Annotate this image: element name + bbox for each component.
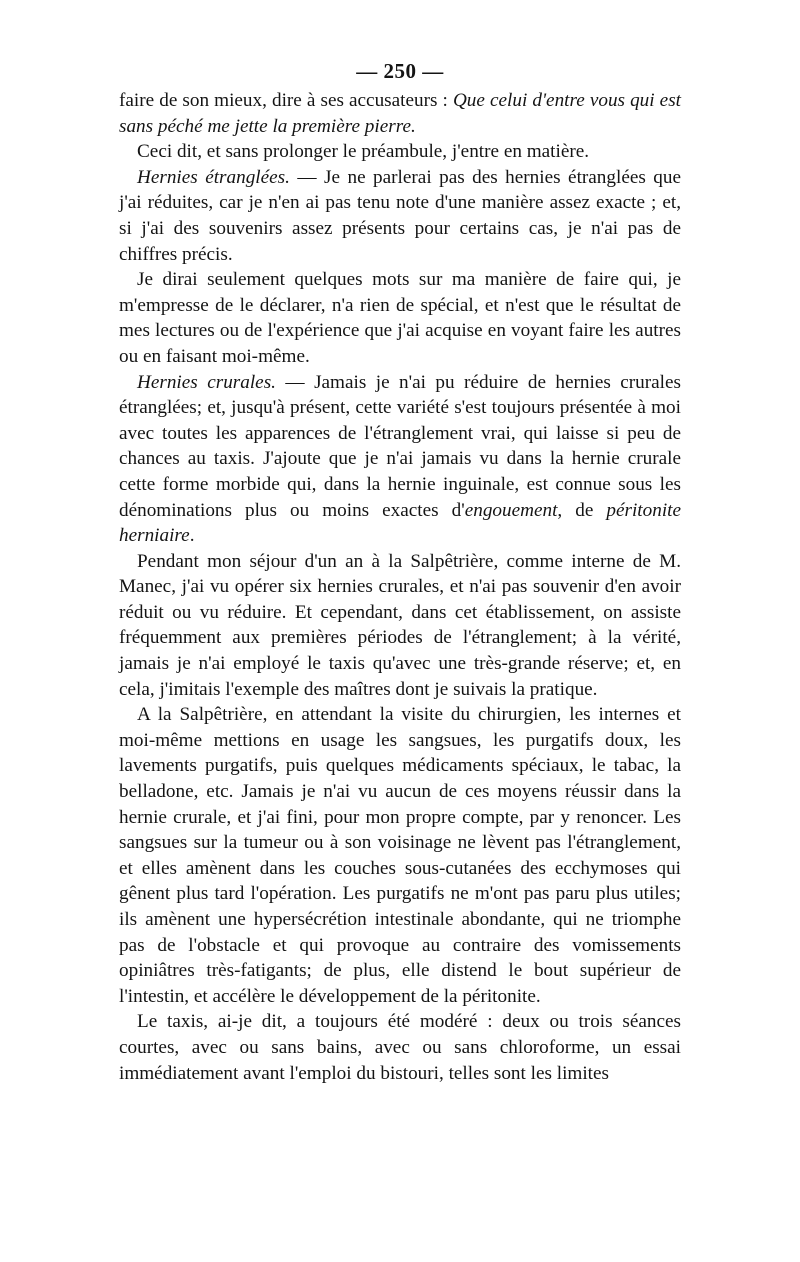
text-run: — Jamais je n'ai pu réduire de hernies crurales étranglées; et, jusqu'à présent, cette variété s'est toujours présentée à moi avec toutes les apparences de l'étranglement vrai, qui laisse si peu de chances au taxis. J'ajoute que je n'ai jamais vu dans la hernie crurale cette forme morbide qui, dans la hernie inguinale, est connue sous les dénominations plus ou moins exactes d' (119, 371, 681, 521)
text-run: A la Salpêtrière, en attendant la visite du chirurgien, les internes et moi-même mettions en usage les sangsues, les purgatifs doux, les lavements purgatifs, puis quelques médicaments spéciaux, le tabac, la belladone, etc. Jamais je n'ai vu aucun de ces moyens réussir dans la hernie crurale, et j'ai fini, pour mon propre compte, par y renoncer. Les sangsues sur la tumeur ou à son voisinage ne lèvent pas l'étranglement, et elles amènent dans les couches sous-cutanées des ecchymoses qui gênent plus tard l'opération. Les purgatifs ne m'ont pas paru plus utiles; ils amènent une hypersécrétion intestinale abondante, qui ne triomphe pas de l'obstacle et qui provoque au contraire des vomissements opiniâtres très-fatigants; de plus, elle distend le bout supérieur de l'intestin, et accélère le développement de la péritonite. (119, 704, 681, 1007)
text-run: Ceci dit, et sans prolonger le préambule, j'entre en matière. (137, 141, 590, 163)
paragraph (119, 370, 681, 549)
text-run: , de (557, 499, 607, 521)
paragraph (119, 702, 681, 1009)
text-run: Je dirai seulement quelques mots sur ma manière de faire qui, je m'empresse de le déclarer, n'a rien de spécial, et n'est que le résultat de mes lectures ou de l'expérience que j'ai acquise en voyant faire les autres ou en faisant moi-même. (119, 269, 681, 367)
text-run: — Je ne parlerai pas des hernies étranglées que j'ai réduites, car je n'en ai pas tenu note d'une manière assez exacte ; et, si j'ai des souvenirs assez présents pour certains cas, je n'ai pas de chiffres précis. (119, 166, 681, 265)
italic-text: Que celui d'entre vous qui est sans péché me jette la première pierre. (119, 90, 682, 137)
text-run: faire de son mieux, dire à ses accusateurs : (119, 90, 453, 111)
italic-text: Hernies étranglées. (137, 166, 290, 188)
paragraph (119, 139, 681, 165)
italic-text: engouement (464, 499, 558, 521)
paragraph (119, 549, 681, 703)
text-run: Pendant mon séjour d'un an à la Salpêtrière, comme interne de M. Manec, j'ai vu opérer six hernies crurales, et n'ai pas souvenir d'en avoir réduit ou vu réduire. Et cependant, dans cet établissement, on assiste fréquemment aux premières périodes de l'étranglement; à la vérité, jamais je n'ai employé le taxis qu'avec une très-grande réserve; et, en cela, j'imitais l'exemple des maîtres dont je suivais la pratique. (119, 550, 681, 700)
text-run: . (189, 525, 195, 547)
body-text (119, 88, 681, 1086)
paragraph (119, 165, 681, 267)
page-number: — 250 — (356, 59, 444, 83)
paragraph (119, 88, 681, 139)
paragraph (119, 267, 681, 369)
text-run: Le taxis, ai-je dit, a toujours été modéré : deux ou trois séances courtes, avec ou sans bains, avec ou sans chloroforme, un essai immédiatement avant l'emploi du bistouri, telles sont les limites (119, 1011, 681, 1084)
book-page (119, 58, 681, 1086)
italic-text: péritonite herniaire (119, 499, 681, 547)
paragraph (119, 1009, 681, 1086)
italic-text: Hernies crurales. (137, 371, 276, 393)
